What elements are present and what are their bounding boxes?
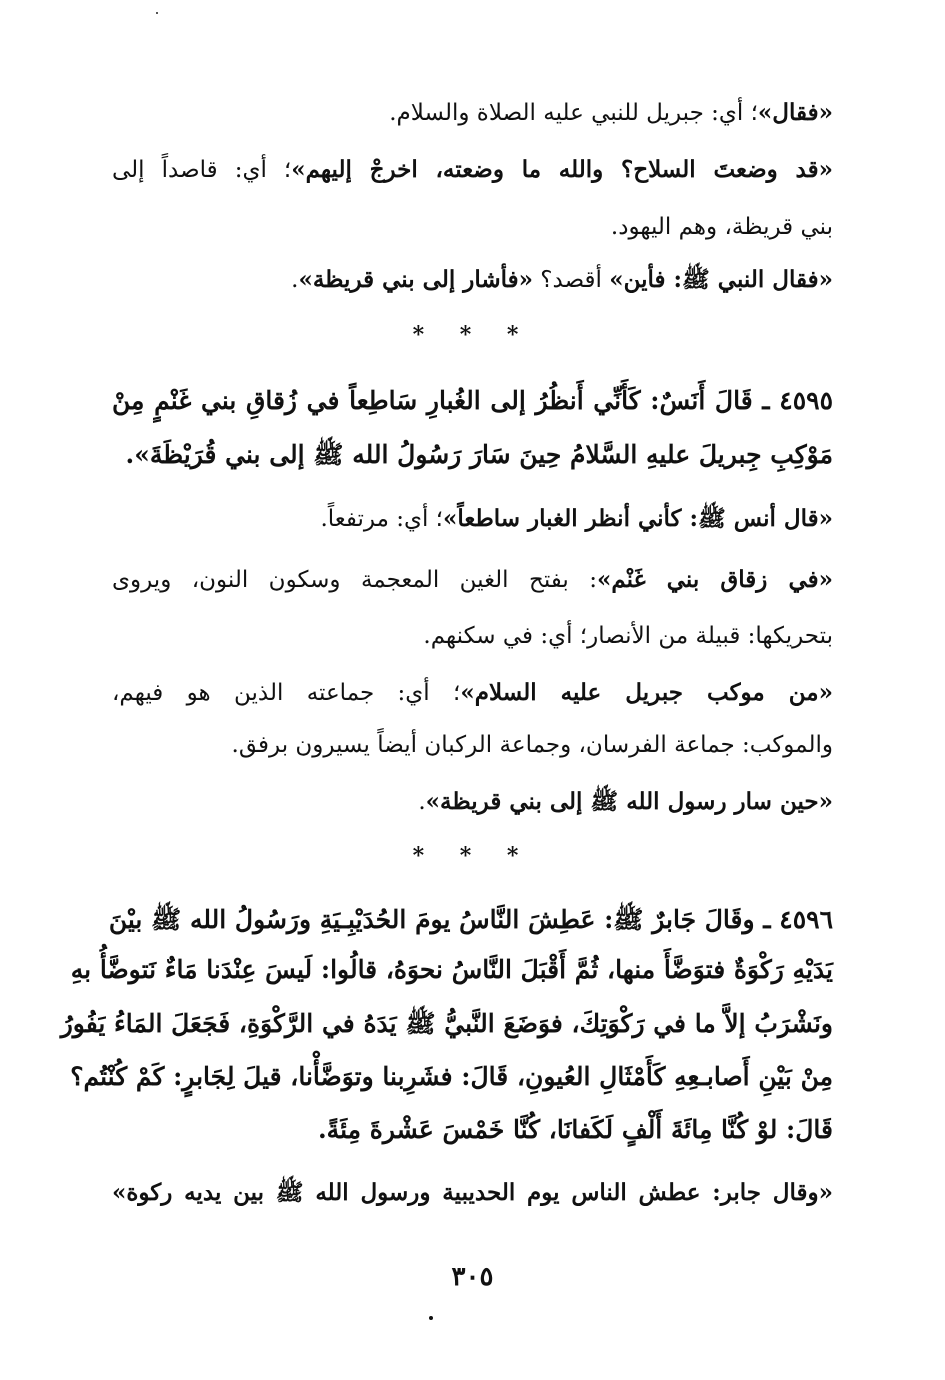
commentary-text: . xyxy=(418,789,426,815)
commentary-line xyxy=(112,676,833,710)
quoted-phrase: «فأشار إلى بني قريظة» xyxy=(298,266,533,293)
quoted-phrase: «وقال جابر: عطش الناس يوم الحديبية ورسول الله ﷺ بين يديه ركوة» xyxy=(112,1179,833,1206)
scan-dot xyxy=(429,1316,433,1320)
hadith-text-line: ونَشْرَبُ إلاَّ ما في رَكْوَتِكَ، فوَضَعَ النَّبيُّ ﷺ يَدَهُ في الرَّكْوَةِ، فَجَعَلَ المَاءُ يَفُورُ xyxy=(60,1009,833,1038)
hadith-text-line: قَالَ: لوْ كُنَّا مِائَةَ أَلْفٍ لَكَفانَا، كُنَّا خَمْسَ عَشْرةَ مِئَةً. xyxy=(317,1115,833,1144)
hadith-text-line: مِنْ بَيْنِ أَصابـعِهِ كَأَمْثَالِ العُيونِ، قَالَ: فشَرِبنا وتوَضَّأْنا، قيلَ لِجَابرٍ: كَمْ كُنْتُم؟ xyxy=(70,1062,833,1091)
quoted-phrase: «من موكب جبريل عليه السلام» xyxy=(460,679,833,706)
hadith-text-line: يَدَيْهِ رَكْوَةٌ فتوَضَّأَ منها، ثُمَّ أَقْبَلَ النَّاسُ نحوَهُ، قالُوا: لَيسَ عِنْدَنا مَاءٌ نَتوضَّأُ بهِ xyxy=(70,955,833,984)
commentary-line xyxy=(112,153,833,187)
commentary-text: : بفتح الغين المعجمة وسكون النون، ويروى xyxy=(112,567,597,593)
hadith-text-line: ٤٥٩٥ ـ قَالَ أَنَسٌ: كَأَنِّي أَنظُرُ إلى الغُبارِ سَاطِعاً في زُقاقِ بني غَنْمٍ مِنْ xyxy=(112,386,833,415)
quoted-phrase: «حين سار رسول الله ﷺ إلى بني قريظة» xyxy=(425,788,833,815)
quoted-phrase: «فقال» xyxy=(757,99,833,126)
commentary-line xyxy=(112,96,833,130)
commentary-text: ؛ أي: قاصداً إلى xyxy=(112,157,292,183)
commentary-text: ؛ أي: مرتفعاً. xyxy=(320,506,443,532)
hadith-text-line: مَوْكِبِ جِبريلَ عليهِ السَّلامُ حِينَ سَارَ رَسُولُ الله ﷺ إلى بني قُرَيْظَةَ». xyxy=(125,440,833,469)
commentary-line: والموكب: جماعة الفرسان، وجماعة الركبان أيضاً يسيرون برفق. xyxy=(231,732,833,758)
commentary-text: . xyxy=(291,267,299,293)
quoted-phrase: «في زقاق بني غَنْم» xyxy=(597,566,834,593)
commentary-text: ؛ أي: جبريل للنبي عليه الصلاة والسلام. xyxy=(389,100,758,126)
quoted-phrase: «فقال النبي ﷺ: فأين» xyxy=(609,266,833,293)
commentary-line: بني قريظة، وهم اليهود. xyxy=(610,214,833,240)
commentary-line xyxy=(112,563,833,597)
quoted-phrase: «قد وضعتَ السلاح؟ والله ما وضعته، اخرجْ إليهم» xyxy=(291,156,833,183)
scan-speck xyxy=(156,12,158,14)
commentary-text: أقصد؟ xyxy=(533,267,610,293)
commentary-text: ؛ أي: جماعته الذين هو فيهم، xyxy=(112,680,461,706)
page-number: ٣٠٥ xyxy=(451,1262,494,1292)
commentary-line xyxy=(112,1176,833,1210)
commentary-line xyxy=(112,785,833,819)
section-separator: * * * xyxy=(412,322,533,348)
commentary-line xyxy=(112,502,833,536)
commentary-line: بتحريكها: قبيلة من الأنصار؛ أي: في سكنهم. xyxy=(423,623,833,649)
section-separator: * * * xyxy=(412,843,533,869)
hadith-text-line: ٤٥٩٦ ـ وقَالَ جَابرٌ ﷺ: عَطِشَ النَّاسُ يومَ الحُدَيْبِـيَةِ ورَسُولُ الله ﷺ بيْنَ xyxy=(108,905,833,934)
commentary-line xyxy=(112,263,833,297)
quoted-phrase: «قال أنس ﷺ: كأني أنظر الغبار ساطعاً» xyxy=(442,505,833,532)
